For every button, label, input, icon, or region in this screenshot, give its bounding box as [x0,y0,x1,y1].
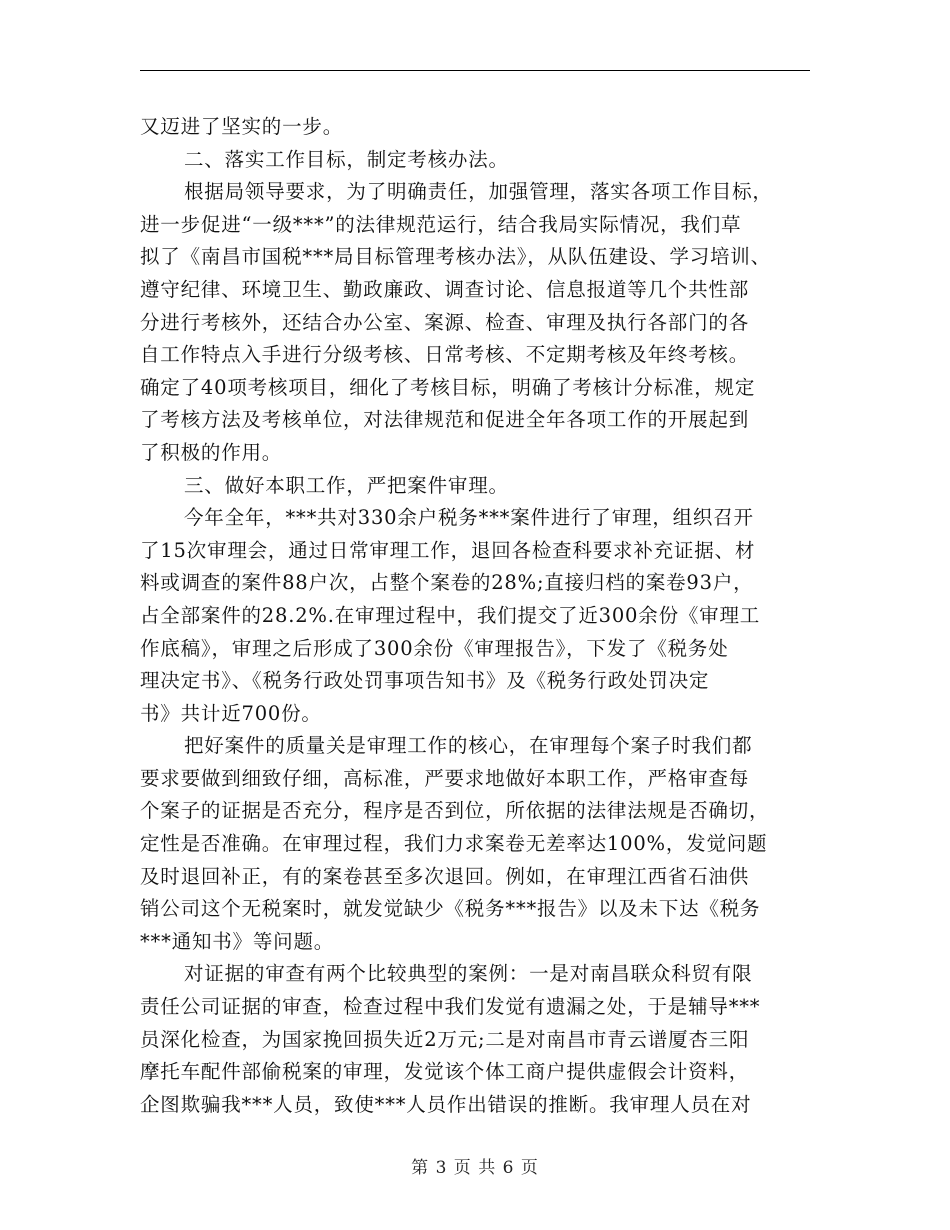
text-line: 个案子的证据是否充分，程序是否到位，所依据的法律法规是否确切， [140,799,770,823]
text-line: 分进行考核外，还结合办公室、案源、检查、审理及执行各部门的各 [140,310,750,334]
text-line: 自工作特点入手进行分级考核、日常考核、不定期考核及年终考核。 [140,343,750,367]
section-heading: 三、做好本职工作，严把案件审理。 [184,473,509,497]
text-line: 确定了40项考核项目，细化了考核目标，明确了考核计分标准，规定 [140,375,756,399]
text-line: 拟了《南昌市国税***局目标管理考核办法》，从队伍建设、学习培训、 [140,245,771,269]
text-line: 料或调查的案件88户次，占整个案卷的28%;直接归档的案卷93户， [140,571,754,595]
text-line: 占全部案件的28.2%.在审理过程中，我们提交了近300余份《审理工 [140,603,761,627]
text-line: 今年全年，***共对330余户税务***案件进行了审理，组织召开 [184,506,754,530]
text-line: 了15次审理会，通过日常审理工作，退回各检查科要求补充证据、材 [140,538,756,562]
text-line: 了考核方法及考核单位，对法律规范和促进全年各项工作的开展起到 [140,408,750,432]
text-line: 根据局领导要求，为了明确责任，加强管理，落实各项工作目标， [184,180,773,204]
header-rule [140,70,810,71]
text-line: 又迈进了坚实的一步。 [140,115,344,138]
text-line: 把好案件的质量关是审理工作的核心，在审理每个案子时我们都 [184,734,753,758]
text-line: 对证据的审查有两个比较典型的案例：一是对南昌联众科贸有限 [184,962,753,986]
text-line: 了积极的作用。 [140,440,283,464]
text-line: 书》共计近700份。 [140,701,322,725]
text-line: 遵守纪律、环境卫生、勤政廉政、调查讨论、信息报道等几个共性部 [140,277,750,301]
document-body [140,111,830,1121]
text-line: 理决定书》、《税务行政处罚事项告知书》及《税务行政处罚决定 [140,669,710,693]
text-line: 进一步促进“一级***”的法律规范运行，结合我局实际情况，我们草 [140,212,742,236]
text-line: 摩托车配件部偷税案的审理，发觉该个体工商户提供虚假会计资料， [140,1060,750,1084]
page-number-footer: 第 3 页 共 6 页 [411,1158,539,1178]
text-line: 作底稿》，审理之后形成了300余份《审理报告》，下发了《税务处 [140,636,729,660]
text-line: 定性是否准确。在审理过程，我们力求案卷无差率达100%，发觉问题 [140,832,768,856]
text-line: 责任公司证据的审查，检查过程中我们发觉有遗漏之处，于是辅导*** [140,995,761,1019]
section-heading: 二、落实工作目标，制定考核办法。 [184,147,509,171]
text-line: 要求要做到细致仔细，高标准，严要求地做好本职工作，严格审查每 [140,766,750,790]
text-line: 及时退回补正，有的案卷甚至多次退回。例如，在审理江西省石油供 [140,864,750,888]
text-line: 企图欺骗我***人员，致使***人员作出错误的推断。我审理人员在对 [140,1092,752,1116]
text-line: 员深化检查，为国家挽回损失近2万元;二是对南昌市青云谱厦杏三阳 [140,1027,750,1051]
text-line: 销公司这个无税案时，就发觉缺少《税务***报告》以及未下达《税务 [140,897,761,921]
text-line: ***通知书》等问题。 [140,929,335,953]
